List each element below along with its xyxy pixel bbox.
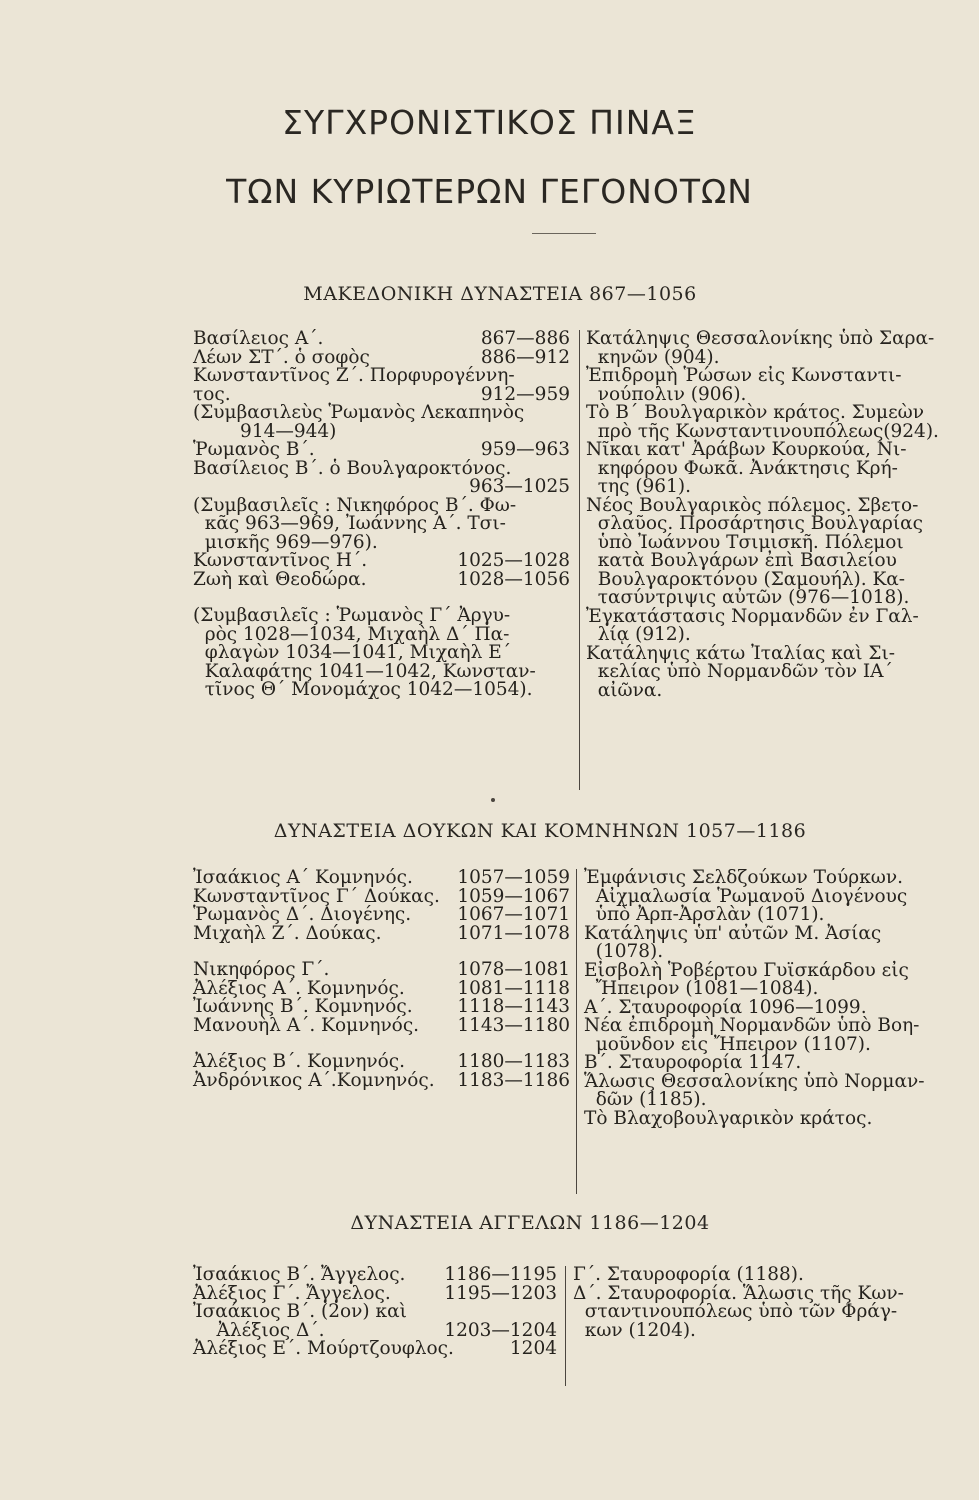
ruler-name: Ἀλέξιος Β΄. Κομνηνός. <box>193 1051 406 1072</box>
ruler-row <box>193 515 570 534</box>
event-line: Γ΄. Σταυροφορία (1188). <box>573 1264 804 1285</box>
ruler-row <box>193 404 570 423</box>
event-line: ὑπὸ Ἀρπ-Ἀρσλὰν (1071). <box>584 904 825 925</box>
ruler-row <box>193 1303 557 1322</box>
ruler-row <box>193 330 570 349</box>
ruler-dates: 1028—1056 <box>457 568 570 590</box>
ruler-name: Κωνσταντῖνος Ζ΄. Πορφυρογέννη- <box>193 365 515 386</box>
ruler-row <box>193 478 570 497</box>
event-line: Ἐμφάνισις Σελδζούκων Τούρκων. <box>584 867 903 888</box>
ruler-dates: 1180—1183 <box>457 1051 570 1072</box>
event-line: Δ΄. Σταυροφορία. Ἅλωσις τῆς Κων- <box>573 1282 904 1304</box>
ruler-dates: 1025—1028 <box>457 550 570 571</box>
event-line: Β΄. Σταυροφορία 1147. <box>584 1052 802 1073</box>
ruler-name: Μιχαὴλ Ζ΄. Δούκας. <box>193 922 382 944</box>
event-line: σλαῦος. Προσάρτησις Βουλγαρίας <box>586 513 923 534</box>
ruler-row <box>193 922 570 944</box>
column-divider <box>565 1266 566 1386</box>
event-line: Νέος Βουλγαρικὸς πόλεμος. Σβετο- <box>586 494 919 516</box>
ruler-name: κᾶς 963—969, Ἰωάννης Α΄. Τσι- <box>193 513 506 534</box>
ruler-name: Ἀλέξιος Γ΄. Ἄγγελος. <box>193 1282 391 1304</box>
ruler-name: Νικηφόρος Γ΄. <box>193 959 330 980</box>
ruler-row <box>193 998 570 1017</box>
ruler-row <box>193 367 570 386</box>
event-line: λίᾳ (912). <box>586 624 691 645</box>
ruler-dates: 1057—1059 <box>457 867 570 888</box>
rulers-list-angelos <box>193 1266 557 1359</box>
event-line: Νέα ἐπιδρομὴ Νορμανδῶν ὑπὸ Βοη- <box>584 1015 920 1036</box>
event-line: κων (1204). <box>573 1319 696 1341</box>
event-line: ὑπὸ Ἰωάννου Τσιμισκῆ. Πόλεμοι <box>586 531 904 553</box>
ruler-name: Ἰωάννης Β΄. Κομνηνός. <box>193 996 413 1017</box>
ruler-dates: 959—963 <box>480 439 570 460</box>
ruler-dates: 912—959 <box>480 383 570 405</box>
events-list-macedonian <box>586 330 966 700</box>
rulers-list-macedonian <box>193 330 570 700</box>
ruler-row <box>193 644 570 663</box>
event-line: Ἐγκατάστασις Νορμανδῶν ἐν Γαλ- <box>586 605 919 627</box>
event-line: μοῦνδον εἰς Ἤπειρον (1107). <box>584 1033 871 1055</box>
ruler-name: Καλαφάτης 1041—1042, Κωνσταν- <box>193 660 536 682</box>
column-divider <box>576 869 577 1194</box>
event-line: Α΄. Σταυροφορία 1096—1099. <box>584 996 867 1018</box>
ruler-dates: 1203—1204 <box>444 1319 557 1341</box>
ruler-row <box>193 1340 557 1359</box>
ruler-row <box>193 1266 557 1285</box>
ruler-name: Ἰσαάκιος Α΄ Κομνηνός. <box>193 867 413 888</box>
ruler-dates: 1078—1081 <box>457 959 570 980</box>
ruler-dates: 1183—1186 <box>457 1069 570 1091</box>
ruler-dates: 1059—1067 <box>457 885 570 907</box>
ruler-dates: 1143—1180 <box>457 1014 570 1036</box>
ruler-name: Ῥωμανὸς Δ΄. Διογένης. <box>193 904 412 925</box>
ruler-name: Βασίλειος Α΄. <box>193 328 324 349</box>
ruler-row <box>193 552 570 571</box>
section-heading-doukas-komnenos: ΔΥΝΑΣΤΕΙΑ ΔΟΥΚΩΝ ΚΑΙ ΚΟΜΝΗΝΩΝ 1057—1186 <box>273 820 807 842</box>
event-line: Τὸ Βλαχοβουλγαρικὸν κράτος. <box>584 1107 873 1129</box>
title-rule <box>532 233 596 234</box>
event-line: Βουλγαροκτόνου (Σαμουήλ). Κα- <box>586 568 906 590</box>
ruler-row <box>193 1014 570 1036</box>
section-heading-angelos: ΔΥΝΑΣΤΕΙΑ ΑΓΓΕΛΩΝ 1186—1204 <box>350 1212 710 1234</box>
ruler-dates: 1195—1203 <box>444 1282 557 1304</box>
ruler-name: Λέων ΣΤ΄. ὁ σοφὸς <box>193 346 370 368</box>
ruler-name: (Συμβασιλεῖς : Ῥωμανὸς Γ΄ Ἀργυ- <box>193 605 511 626</box>
ruler-row <box>193 961 570 980</box>
event-line: Τὸ Β΄ Βουλγαρικὸν κράτος. Συμεὼν <box>586 402 924 423</box>
event-line: Νῖκαι κατ' Ἀράβων Κουρκούα, Νι- <box>586 439 907 460</box>
rulers-list-komnenos <box>193 869 570 1090</box>
event-line: Κατάληψις ὑπ' αὐτῶν Μ. Ἀσίας <box>584 922 882 944</box>
event-line: σταντινουπόλεως ὑπὸ τῶν Φράγ- <box>573 1301 898 1322</box>
ruler-row <box>193 568 570 590</box>
ruler-dates: 886—912 <box>480 346 570 368</box>
event-line: Ἅλωσις Θεσσαλονίκης ὑπὸ Νορμαν- <box>584 1070 925 1092</box>
ruler-dates: 1118—1143 <box>457 996 570 1017</box>
ruler-row <box>193 607 570 626</box>
ruler-name: Κωνσταντῖνος Γ΄ Δούκας. <box>193 885 440 907</box>
ruler-name: Βασίλειος Β΄. ὁ Βουλγαροκτόνος. <box>193 457 512 479</box>
ruler-dates: 1071—1078 <box>457 922 570 944</box>
ruler-row <box>193 1053 570 1072</box>
event-line: αἰῶνα. <box>586 679 663 701</box>
event-line: νούπολιν (906). <box>586 383 747 405</box>
ruler-name: τῖνος Θ΄ Μονομάχος 1042—1054). <box>193 679 533 700</box>
ruler-row <box>193 441 570 460</box>
event-line: Ἐπιδρομὴ Ῥώσων εἰς Κωνσταντι- <box>586 365 902 386</box>
ruler-name: Ἰσαάκιος Β΄. Ἄγγελος. <box>193 1264 406 1285</box>
ruler-name: Ἀλέξιος Ε΄. Μούρτζουφλος. <box>193 1338 454 1359</box>
event-line: Εἰσβολὴ Ῥοβέρτου Γυϊσκάρδου εἰς <box>584 959 909 981</box>
ruler-dates: 1204 <box>509 1338 557 1359</box>
ruler-dates: 1067—1071 <box>457 904 570 925</box>
event-line: δῶν (1185). <box>584 1089 707 1110</box>
event-line: κηνῶν (904). <box>586 346 720 368</box>
ruler-name: Ἀλέξιος Δ΄. <box>193 1319 325 1341</box>
column-divider <box>579 330 580 790</box>
events-list-komnenos <box>584 869 969 1128</box>
ruler-name: (Συμβασιλεὺς Ῥωμανὸς Λεκαπηνὸς <box>193 402 525 423</box>
ruler-name: Ῥωμανὸς Β΄. <box>193 439 315 460</box>
event-line: Αἰχμαλωσία Ῥωμανοῦ Διογένους <box>584 885 908 907</box>
ruler-name: 914—944) <box>193 420 337 442</box>
event-line: κηφόρου Φωκᾶ. Ἀνάκτησις Κρή- <box>586 457 898 479</box>
event-line: Ἤπειρον (1081—1084). <box>584 978 819 999</box>
ruler-name: Ζωὴ καὶ Θεοδώρα. <box>193 568 367 590</box>
ink-dot <box>491 798 495 802</box>
section-heading-macedonian: ΜΑΚΕΔΟΝΙΚΗ ΔΥΝΑΣΤΕΙΑ 867—1056 <box>303 283 697 305</box>
ruler-dates: 867—886 <box>480 328 570 349</box>
ruler-dates: 1081—1118 <box>457 977 570 999</box>
ruler-name: Ἀλέξιος Α΄. Κομνηνός. <box>193 977 405 999</box>
ruler-row <box>193 906 570 925</box>
ruler-name: Κωνσταντῖνος Η΄. <box>193 550 368 571</box>
ruler-name: ρὸς 1028—1034, Μιχαὴλ Δ΄ Πα- <box>193 623 510 645</box>
page-title-line1: ΣΥΓΧΡΟΝΙΣΤΙΚΟΣ ΠΙΝΑΞ <box>282 103 697 142</box>
event-line: κατὰ Βουλγάρων ἐπὶ Βασιλείου <box>586 550 897 571</box>
event-line: Κατάληψις κάτω Ἰταλίας καὶ Σι- <box>586 642 895 664</box>
ruler-dates: 1186—1195 <box>444 1264 557 1285</box>
ruler-row <box>193 681 570 700</box>
ruler-name: μισκῆς 969—976). <box>193 531 378 553</box>
event-line: κελίας ὑπὸ Νορμανδῶν τὸν ΙΑ΄ <box>586 661 893 682</box>
ruler-dates: 963—1025 <box>469 476 570 497</box>
ruler-name: Ἀνδρόνικος Α΄.Κομνηνός. <box>193 1069 435 1091</box>
event-line: της (961). <box>586 476 691 497</box>
event-line: (1078). <box>584 941 664 962</box>
ruler-name: (Συμβασιλεῖς : Νικηφόρος Β΄. Φω- <box>193 494 517 516</box>
event-line: Κατάληψις Θεσσαλονίκης ὑπὸ Σαρα- <box>586 328 935 349</box>
event-line: τασύντριψις αὐτῶν (976—1018). <box>586 587 910 608</box>
event-line: πρὸ τῆς Κωνσταντινουπόλεως(924). <box>586 420 939 442</box>
ruler-name: τος. <box>193 383 231 405</box>
ruler-row <box>193 1069 570 1091</box>
ruler-name: Ἰσαάκιος Β΄. (2ον) καὶ <box>193 1301 407 1322</box>
ruler-name: Μανουὴλ Α΄. Κομνηνός. <box>193 1014 420 1036</box>
ruler-name: φλαγὼν 1034—1041, Μιχαὴλ Ε΄ <box>193 642 511 663</box>
ruler-row <box>193 869 570 888</box>
page-title-line2: ΤΩΝ ΚΥΡΙΩΤΕΡΩΝ ΓΕΓΟΝΟΤΩΝ <box>226 172 753 211</box>
events-list-angelos <box>573 1266 953 1340</box>
